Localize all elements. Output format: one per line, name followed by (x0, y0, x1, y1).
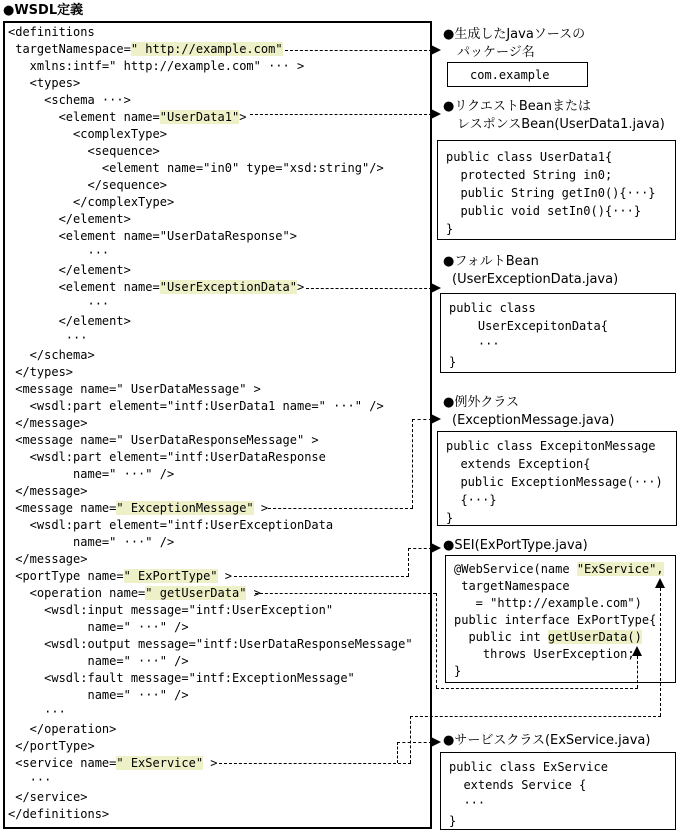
code-line: {···} (446, 493, 497, 507)
code-line: <complexType> (8, 127, 167, 141)
code-line: public String getIn0(){···} (446, 186, 656, 200)
code-line: <wsdl:part element="intf:UserData1 name=" ···" /> (8, 399, 384, 413)
code-line: </element> (8, 212, 131, 226)
code-line: public class ExcepitonMessage (446, 439, 656, 453)
code-line: </service> (8, 790, 88, 804)
connector-exservice-line-main (219, 763, 411, 764)
code-line: xmlns:intf=" http://example.com" ··· > (8, 59, 305, 73)
arrow-up-icon (655, 578, 665, 588)
annotation-heading-fault-bean: ●フォルトBean (443, 254, 539, 269)
service-class-code-box (440, 752, 676, 830)
annotation-heading-sei: ●SEI(ExPortType.java) (443, 538, 588, 553)
code-line: ··· (8, 297, 110, 311)
code-line: ··· (8, 705, 66, 719)
code-line: } (446, 222, 454, 236)
code-line: public void setIn0(){···} (446, 204, 642, 218)
code-line: throws UserException; (454, 647, 635, 661)
arrow-right-icon (431, 414, 441, 424)
annotation-heading-service-class: ●サービスクラス(ExService.java) (443, 733, 651, 748)
arrow-right-icon (431, 737, 441, 747)
code-line: ··· (8, 773, 52, 787)
code-line: name=" ···" /> (8, 620, 189, 634)
code-line: <sequence> (8, 144, 160, 158)
code-line: } (454, 664, 462, 678)
code-line: ··· (8, 246, 110, 260)
code-line: </message> (8, 484, 88, 498)
code-line: public class (449, 301, 536, 315)
connector-exservice-line-v2 (410, 716, 411, 763)
annotation-heading-package: ●生成したJavaソースの (443, 27, 586, 42)
connector-exservice-line-v1 (397, 742, 398, 763)
code-line: <element name="UserDataResponse"> (8, 229, 297, 243)
code-line: <schema ···> (8, 93, 131, 107)
connector-exporttype-line-h2 (408, 548, 432, 549)
connector-userexceptiondata-line (306, 288, 432, 289)
code-line: </element> (8, 263, 131, 277)
connector-exporttype-line-h1 (234, 576, 409, 577)
code-line: UserExcepitonData{ (449, 319, 608, 333)
arrow-right-icon (431, 109, 441, 119)
code-line: extends Exception{ (446, 457, 591, 471)
highlighted-token: "UserData1" (159, 110, 240, 124)
code-line: name=" ···" /> (8, 535, 175, 549)
connector-targetnamespace-line (285, 50, 432, 51)
code-line: = "http://example.com") (454, 596, 642, 610)
connector-exporttype-line-v (408, 548, 409, 576)
connector-exceptionmessage-line-h2 (412, 419, 432, 420)
code-line: </complexType> (8, 195, 175, 209)
code-line: com.example (470, 68, 550, 82)
code-line: public ExceptionMessage(···) (446, 475, 663, 489)
code-line: <wsdl:output message="intf:UserDataResponseMessage" (8, 637, 413, 651)
annotation-heading-exception-class-sub: (ExceptionMessage.java) (452, 413, 615, 428)
code-line: </sequence> (8, 178, 167, 192)
code-line: public class ExService (449, 760, 608, 774)
code-line: protected String in0; (446, 168, 613, 182)
fault-bean-code-box (440, 293, 676, 373)
code-line: </operation> (8, 722, 117, 736)
code-line: <wsdl:input message="intf:UserException" (8, 603, 334, 617)
code-line: <wsdl:part element="intf:UserDataResponse (8, 450, 326, 464)
code-line: <message name=" ExceptionMessage" > (8, 501, 269, 515)
arrow-right-icon (431, 45, 441, 55)
code-line: @WebService(name "ExService", (454, 562, 664, 576)
code-line: <operation name=" getUserData" > (8, 586, 261, 600)
code-line: <element name="UserExceptionData"> (8, 280, 305, 294)
code-line: <service name=" ExService" > (8, 756, 218, 770)
code-line: </message> (8, 416, 88, 430)
code-line: <portType name=" ExPortType" > (8, 569, 232, 583)
code-line: <message name=" UserDataResponseMessage" > (8, 433, 319, 447)
annotation-heading-exception-class: ●例外クラス (443, 395, 519, 410)
connector-getuserdata-line-v2 (637, 656, 638, 688)
diagram-title: ●WSDL定義 (3, 3, 84, 18)
code-line: ··· (449, 796, 486, 810)
code-line: name=" ···" /> (8, 654, 189, 668)
connector-getuserdata-line-h2 (436, 688, 638, 689)
code-line: </element> (8, 314, 131, 328)
code-line: <element name="in0" type="xsd:string"/> (8, 161, 384, 175)
highlighted-token: getUserData() (547, 630, 642, 644)
code-line: targetNamespace=" http://example.com" (8, 42, 283, 56)
code-line: name=" ···" /> (8, 688, 189, 702)
code-line: public interface ExPortType{ (454, 613, 657, 627)
code-line: </message> (8, 552, 88, 566)
code-line: <element name="UserData1"> (8, 110, 247, 124)
arrow-up-icon (632, 646, 642, 656)
highlighted-token: " http://example.com" (130, 42, 283, 56)
code-line: } (446, 511, 454, 525)
highlighted-token: " getUserData" (145, 586, 247, 600)
code-line: public class UserData1{ (446, 150, 613, 164)
connector-getuserdata-line-v1 (436, 593, 437, 688)
annotation-heading-request-bean-sub: レスポンスBean(UserData1.java) (457, 117, 665, 132)
connector-exceptionmessage-line-v (412, 419, 413, 508)
annotation-heading-package-sub: パッケージ名 (457, 45, 535, 60)
code-line: ··· (8, 331, 88, 345)
code-line: <message name=" UserDataMessage" > (8, 382, 261, 396)
code-line: <wsdl:part element="intf:UserExceptionData (8, 518, 334, 532)
highlighted-token: " ExService" (116, 756, 204, 770)
annotation-heading-request-bean: ●リクエストBeanまたは (443, 99, 591, 114)
code-line: </definitions> (8, 807, 110, 821)
connector-userdata1-line (250, 114, 432, 115)
code-line: name=" ···" /> (8, 467, 175, 481)
arrow-right-icon (431, 283, 441, 293)
code-line: targetNamespace (454, 579, 570, 593)
highlighted-token: " ExPortType" (123, 569, 218, 583)
code-line: </schema> (8, 348, 95, 362)
code-line: <wsdl:fault message="intf:ExceptionMessage" (8, 671, 355, 685)
arrow-right-icon (431, 543, 441, 553)
connector-exservice-line-h3 (410, 716, 661, 717)
code-line: <types> (8, 76, 81, 90)
code-line: <definitions (8, 25, 95, 39)
connector-exservice-line-h2 (397, 742, 432, 743)
code-line: </types> (8, 365, 74, 379)
code-line: public int getUserData() (454, 630, 642, 644)
sei-code-box (445, 555, 676, 683)
code-line: } (449, 355, 457, 369)
code-line: ··· (449, 337, 500, 351)
exception-class-code-box (437, 431, 677, 526)
wsdl-source-code (8, 24, 413, 823)
annotation-heading-fault-bean-sub: (UserExceptionData.java) (452, 272, 619, 287)
code-line: } (449, 814, 457, 828)
package-name-box (447, 62, 588, 87)
code-line: </portType> (8, 739, 95, 753)
connector-getuserdata-line-h1 (255, 593, 436, 594)
connector-exservice-line-v3 (660, 588, 661, 716)
request-bean-code-box (437, 140, 676, 240)
code-line: extends Service { (449, 778, 587, 792)
connector-exceptionmessage-line-h1 (268, 508, 413, 509)
highlighted-token: "ExService", (576, 562, 664, 576)
highlighted-token: "UserExceptionData" (159, 280, 297, 294)
highlighted-token: " ExceptionMessage" (116, 501, 254, 515)
